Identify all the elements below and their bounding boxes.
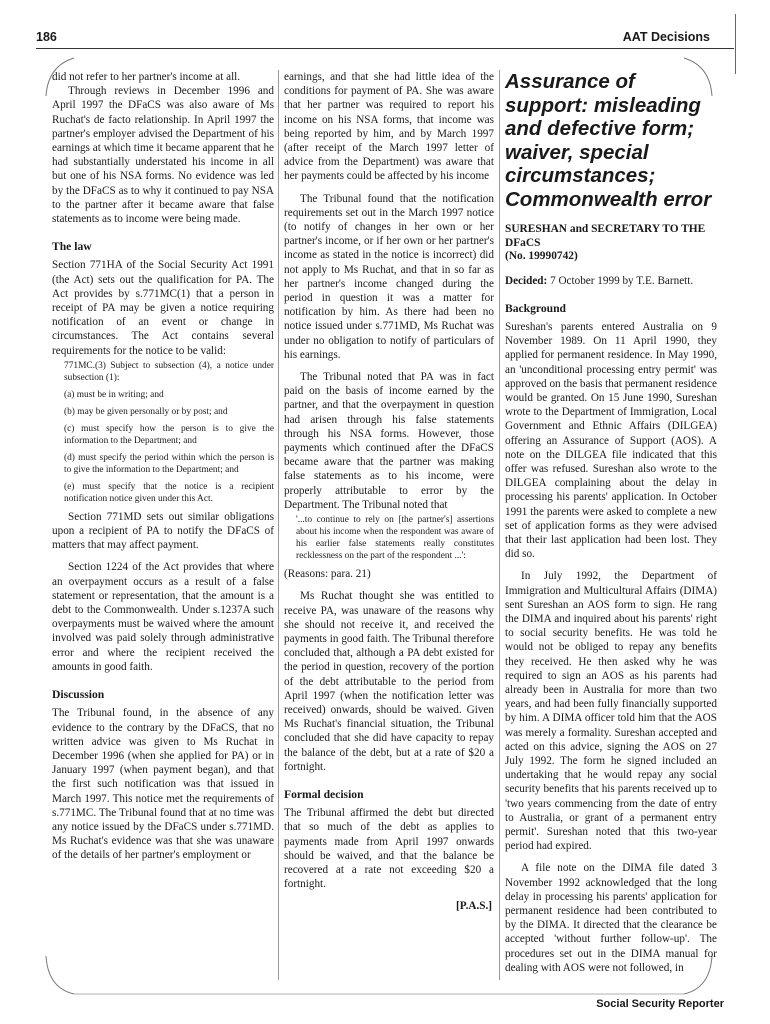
paragraph: Through reviews in December 1996 and April 1997 the DFaCS was also aware of Ms Ruchat's de facto relationship. In April 1997 the partner's employer advised the Department of his earnings at which time it became apparent that he had substantially understated his income in all but one of his NSA forms. No evidence was led by the DFaCS as to why it continued to pay NSA to the partner after it became aware that false statements as to income were being made. bbox=[52, 85, 274, 226]
paragraph: The Tribunal found that the notification requirements set out in the March 1997 notice (to notify of changes in her own or her partner's income, or if her own or her partner's income as stated in the notice is incorrect) did not apply to Ms Ruchat, and that in so far as her partner's income changed during the period in question it was a matter for notification by him. As there had been no notice issued under s.771MD, Ms Ruchat was under no obligation to notify of particulars of his earnings. bbox=[284, 192, 494, 361]
decided-label: Decided: bbox=[505, 274, 548, 287]
quote-line: (b) may be given personally or by post; and bbox=[64, 406, 228, 417]
paragraph: The Tribunal found, in the absence of any evidence to the contrary by the DFaCS, that no written advice was given to Ms Ruchat in December 1996 (when she applied for PA) or in January 1997 (when payment began), and that the first such notification was that issued in March 1997. This notice met the requirements of s.771MC. The Tribunal found that at no time was any notice issued by the DFaCS under s.771MD. Ms Ruchat's evidence was that she was unaware of the details of her partner's employment or bbox=[52, 707, 274, 862]
quote-line: 771MC.(3) Subject to subsection (4), a notice under subsection (1): bbox=[64, 360, 274, 383]
paragraph: did not refer to her partner's income at all. bbox=[52, 71, 241, 83]
paragraph: In July 1992, the Department of Immigration and Multicultural Affairs (DIMA) sent Sureshan an AOS form to sign. He rang the DIMA and inquired about his parents' right to social security benefits. He was told he would not be obliged to repay any benefits they received. He then asked why he was required to sign an AOS as his parents had already been in Australia for more than two years, and had been fully financially supported by him. A DIMA officer told him that the AOS was merely a formality. Sureshan accepted and acted on this advice, signing the AOS on 27 July 1992. The form he signed included an undertaking that he would repay any social security benefits that his parents received up to 'two years commencing from the date of entry to Australia, or grant of a permanent entry permit'. Sureshan noted that this two-year period had expired. bbox=[505, 570, 717, 853]
paragraph: Ms Ruchat thought she was entitled to receive PA, was unaware of the reasons why she should not receive it, and received the payments in good faith. The Tribunal therefore concluded that, although a PA debt existed for the period in question, recovery of the portion of the debt attributable to the period from April 1997 (when the notification letter was received) onwards, should be waived. Given Ms Ruchat's financial situation, the Tribunal concluded that she did have capacity to repay the balance of the debt, but at a rate of $20 a fortnight. bbox=[284, 590, 494, 773]
tribunal-quote bbox=[296, 514, 494, 562]
reasons-citation: (Reasons: para. 21) bbox=[284, 568, 371, 581]
paragraph: Sureshan's parents entered Australia on 9 November 1989. On 11 April 1990, they applied for permanent residence. In May 1990, an 'unconditional processing entry permit' was approved on the basis that permanent residence would be granted. On 15 June 1990, Sureshan wrote to the Department of Immigration, Local Government and Ethnic Affairs (DILGEA) offering an Assurance of Support (AOS). A note on the DILGEA file indicated that this offer was refused. Sureshan also wrote to the DILGEA complaining about the delay in processing his parents' application. In October 1991 the parents were asked to complete a new set of application forms as they were advised that their last application had been lost. They did so. bbox=[505, 320, 717, 561]
section-heading-background: Background bbox=[505, 301, 566, 315]
page-edge-line bbox=[735, 14, 736, 74]
decided-value: 7 October 1999 by T.E. Barnett. bbox=[550, 274, 694, 287]
section-heading-formal-decision: Formal decision bbox=[284, 787, 364, 801]
paragraph: A file note on the DIMA file dated 3 November 1992 acknowledged that the long delay in processing his parents' application for permanent residence had been contributed to by the DIMA. It directed that the clearance be accepted 'without further follow-up'. The procedures set out in the DIMA manual for dealing with AOS were not followed, in bbox=[505, 862, 717, 974]
case-number: (No. 19990742) bbox=[505, 250, 578, 262]
column-1 bbox=[52, 70, 274, 863]
column-divider-2 bbox=[499, 70, 500, 980]
paragraph: The Tribunal noted that PA was in fact paid on the basis of income earned by the partner, and that the overpayment in question had arisen through his false statements through his NSA forms. However, those payments which continued after the DFaCS became aware that the partner was making false statements as to his income, were properly attributable to error by the Department. The Tribunal noted that bbox=[284, 371, 494, 511]
quote-line: (c) must specify how the person is to give the information to the Department; and bbox=[64, 423, 274, 446]
decided-line bbox=[505, 274, 717, 288]
journal-title: AAT Decisions bbox=[622, 30, 710, 44]
paragraph: The Tribunal affirmed the debt but directed that so much of the debt as applies to payments made from April 1997 onwards should be waived, and that the balance be recovered at a rate not exceeding $20 a fortnight. bbox=[284, 807, 494, 891]
author-initials: [P.A.S.] bbox=[456, 900, 492, 913]
paragraph: earnings, and that she had little idea of the conditions for payment of PA. She was aware that her partner was required to report his income on his NSA forms, that income was being reported by him, and by March 1997 (after receipt of the March 1997 letter of advice from the Department) was aware that her payments could be affected by his income bbox=[284, 71, 494, 183]
publication-footer: Social Security Reporter bbox=[596, 998, 724, 1010]
quote-line: (d) must specify the period within which the person is to give the information to the Department; and bbox=[64, 452, 274, 475]
header-rule bbox=[36, 48, 734, 49]
column-2 bbox=[284, 70, 494, 914]
section-heading-law: The law bbox=[52, 240, 92, 254]
column-divider-1 bbox=[278, 70, 279, 980]
section-heading-discussion: Discussion bbox=[52, 688, 105, 702]
page-number: 186 bbox=[36, 30, 57, 44]
paragraph: Section 1224 of the Act provides that where an overpayment occurs as a result of a false statement or representation, that the amount is a debt to the Commonwealth. Under s.1237A such overpayments must be waived where the amount involved was paid solely through administrative error and where the recipient received the amounts in good faith. bbox=[52, 561, 274, 673]
paragraph: Section 771MD sets out similar obligations upon a recipient of PA to notify the DFaCS of matters that may affect payment. bbox=[52, 510, 274, 552]
case-name: SURESHAN and SECRETARY TO THE DFaCS bbox=[505, 223, 706, 249]
quote-line: '...to continue to rely on [the partner's] assertions about his income when the respondent was aware of his earlier false statements really constitutes recklessness on the part of the respondent ...': bbox=[296, 515, 494, 562]
column-3 bbox=[505, 70, 717, 975]
statute-quote bbox=[64, 360, 274, 505]
quote-line: (e) must specify that the notice is a recipient notification notice given under this Act. bbox=[64, 481, 274, 504]
article-title: Assurance of support: misleading and defective form; waiver, special circumstances; Commonwealth error bbox=[505, 70, 712, 211]
quote-line: (a) must be in writing; and bbox=[64, 389, 164, 400]
paragraph: Section 771HA of the Social Security Act 1991 (the Act) sets out the qualification for PA. The Act provides by s.771MC(1) that a person in receipt of PA may be given a notice requiring notification of an event or change in circumstances. The Act contains several requirements for the notice to be valid: bbox=[52, 259, 274, 357]
